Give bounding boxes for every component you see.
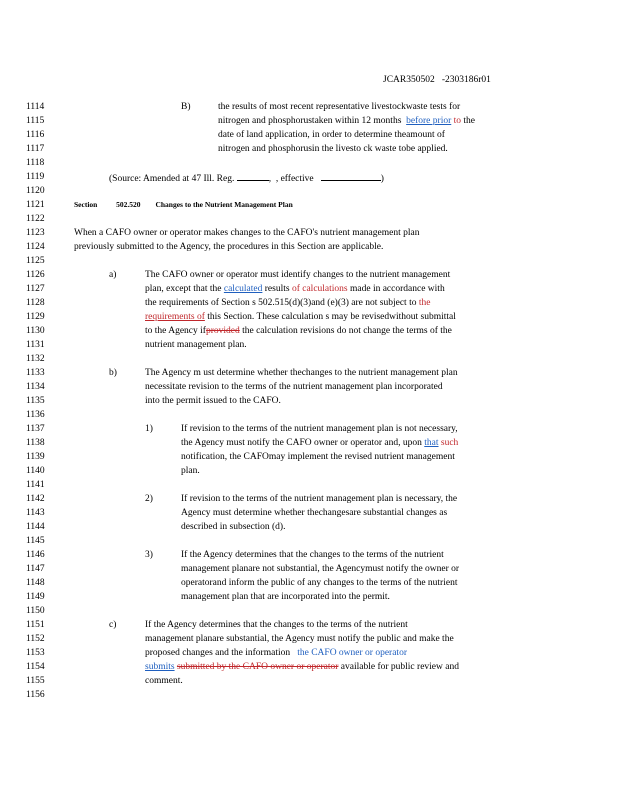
text-line: described in subsection (d).: [181, 522, 286, 532]
text-line: to the Agency ifprovided the calculation revisions do not change the terms of the: [145, 326, 452, 336]
line-number: 1130: [26, 326, 45, 336]
line-number: 1126: [26, 270, 45, 280]
line-number: 1141: [26, 480, 45, 490]
text-line: date of land application, in order to determine theamount of: [218, 130, 445, 140]
line-number: 1115: [26, 116, 45, 126]
text-line: nutrient management plan.: [145, 340, 247, 350]
text-line: management planare substantial, the Agency must notify the public and make the: [145, 634, 454, 644]
line-number: 1148: [26, 578, 45, 588]
inserted-text: that: [424, 438, 439, 448]
line-number: 1156: [26, 690, 45, 700]
text-line: The Agency m ust determine whether thechanges to the nutrient management plan: [145, 368, 458, 378]
text-line: nitrogen and phosphorustaken within 12 months before prior to the: [218, 116, 475, 126]
deleted-text: of calculations: [291, 284, 348, 294]
source-note: (Source: Amended at 47 Ill. Reg. , , effective ): [109, 170, 384, 186]
line-number: 1140: [26, 466, 45, 476]
line-number: 1138: [26, 438, 45, 448]
deleted-text: such: [440, 438, 459, 448]
document-header: [383, 73, 491, 87]
text-line: plan, except that the calculated results of calculations made in accordance with: [145, 284, 445, 294]
intro-line: previously submitted to the Agency, the procedures in this Section are applicable.: [74, 242, 384, 252]
text-line: operatorand inform the public of any changes to the terms of the nutrient: [181, 578, 458, 588]
text-line: the Agency must notify the CAFO owner or operator and, upon that such: [181, 438, 459, 448]
line-number: 1127: [26, 284, 45, 294]
line-number: 1142: [26, 494, 45, 504]
text-line: submits submitted by the CAFO owner or operator available for public review and: [145, 662, 459, 672]
header-code: JCAR350502: [383, 75, 435, 85]
line-number: 1118: [26, 158, 45, 168]
deleted-text: to: [453, 116, 462, 126]
date-blank: [237, 170, 269, 181]
text-line: If the Agency determines that the changes to the terms of the nutrient: [181, 550, 444, 560]
text-line: into the permit issued to the CAFO.: [145, 396, 281, 406]
line-number: 1145: [26, 536, 45, 546]
line-number: 1125: [26, 256, 45, 266]
deleted-text: submitted by the CAFO owner or operator: [176, 662, 339, 672]
line-number: 1149: [26, 592, 45, 602]
inserted-text: calculated: [223, 284, 263, 294]
item-label: a): [109, 270, 117, 280]
text-line: If revision to the terms of the nutrient management plan is not necessary,: [181, 424, 458, 434]
item-label: 2): [145, 494, 153, 504]
header-version: -2303186r01: [441, 75, 491, 85]
line-number: 1146: [26, 550, 45, 560]
line-number: 1150: [26, 606, 45, 616]
inserted-text: requirements of: [145, 312, 205, 322]
inserted-text: before prior: [406, 116, 452, 126]
line-number: 1129: [26, 312, 45, 322]
deleted-text: the: [418, 298, 431, 308]
text-line: plan.: [181, 466, 200, 476]
text-line: nitrogen and phosphorusin the livesto ck waste tobe applied.: [218, 144, 448, 154]
line-number: 1147: [26, 564, 45, 574]
text-line: the results of most recent representative livestockwaste tests for: [218, 102, 461, 112]
text-line: necessitate revision to the terms of the nutrient management plan incorporated: [145, 382, 443, 392]
line-number: 1116: [26, 130, 45, 140]
line-number: 1123: [26, 228, 45, 238]
line-number: 1139: [26, 452, 45, 462]
text-line: comment.: [145, 676, 183, 686]
line-number: 1128: [26, 298, 45, 308]
inserted-text: the CAFO owner or operator: [297, 648, 407, 658]
text-line: notification, the CAFOmay implement the revised nutrient management: [181, 452, 455, 462]
line-number: 1135: [26, 396, 45, 406]
line-number: 1124: [26, 242, 45, 252]
line-number: 1131: [26, 340, 45, 350]
line-number: 1155: [26, 676, 45, 686]
item-label: c): [109, 620, 117, 630]
item-label: b): [109, 368, 117, 378]
line-number: 1137: [26, 424, 45, 434]
item-label: B): [181, 102, 191, 112]
line-number: 1144: [26, 522, 45, 532]
text-line: management planare not substantial, the Agencymust notify the owner or: [181, 564, 460, 574]
date-blank: [321, 170, 381, 181]
section-heading: Section 502.520 Changes to the Nutrient Management Plan: [74, 200, 293, 209]
line-number: 1117: [26, 144, 45, 154]
text-line: management plan that are incorporated into the permit.: [181, 592, 390, 602]
line-number: 1153: [26, 648, 45, 658]
inserted-text: submits: [145, 662, 175, 672]
text-line: If revision to the terms of the nutrient management plan is necessary, the: [181, 494, 458, 504]
line-number: 1143: [26, 508, 45, 518]
text-line: requirements of this Section. These calculation s may be revisedwithout submittal: [145, 312, 456, 322]
line-number: 1134: [26, 382, 45, 392]
line-number: 1151: [26, 620, 45, 630]
text-line: If the Agency determines that the changes to the terms of the nutrient: [145, 620, 408, 630]
intro-line: When a CAFO owner or operator makes changes to the CAFO's nutrient management plan: [74, 228, 420, 238]
line-number: 1132: [26, 354, 45, 364]
text-line: proposed changes and the information the CAFO owner or operator: [145, 648, 407, 658]
line-number: 1136: [26, 410, 45, 420]
line-number: 1122: [26, 214, 45, 224]
item-label: 3): [145, 550, 153, 560]
line-number: 1152: [26, 634, 45, 644]
line-number: 1114: [26, 102, 45, 112]
text-line: the requirements of Section s 502.515(d)(3)and (e)(3) are not subject to the: [145, 298, 431, 308]
line-number: 1120: [26, 186, 45, 196]
line-number: 1121: [26, 200, 45, 210]
line-number: 1133: [26, 368, 45, 378]
item-label: 1): [145, 424, 153, 434]
line-number: 1119: [26, 172, 45, 182]
text-line: The CAFO owner or operator must identify changes to the nutrient management: [145, 270, 451, 280]
text-line: Agency must determine whether thechangesare substantial changes as: [181, 508, 448, 518]
line-number: 1154: [26, 662, 45, 672]
deleted-text: provided: [205, 326, 240, 336]
